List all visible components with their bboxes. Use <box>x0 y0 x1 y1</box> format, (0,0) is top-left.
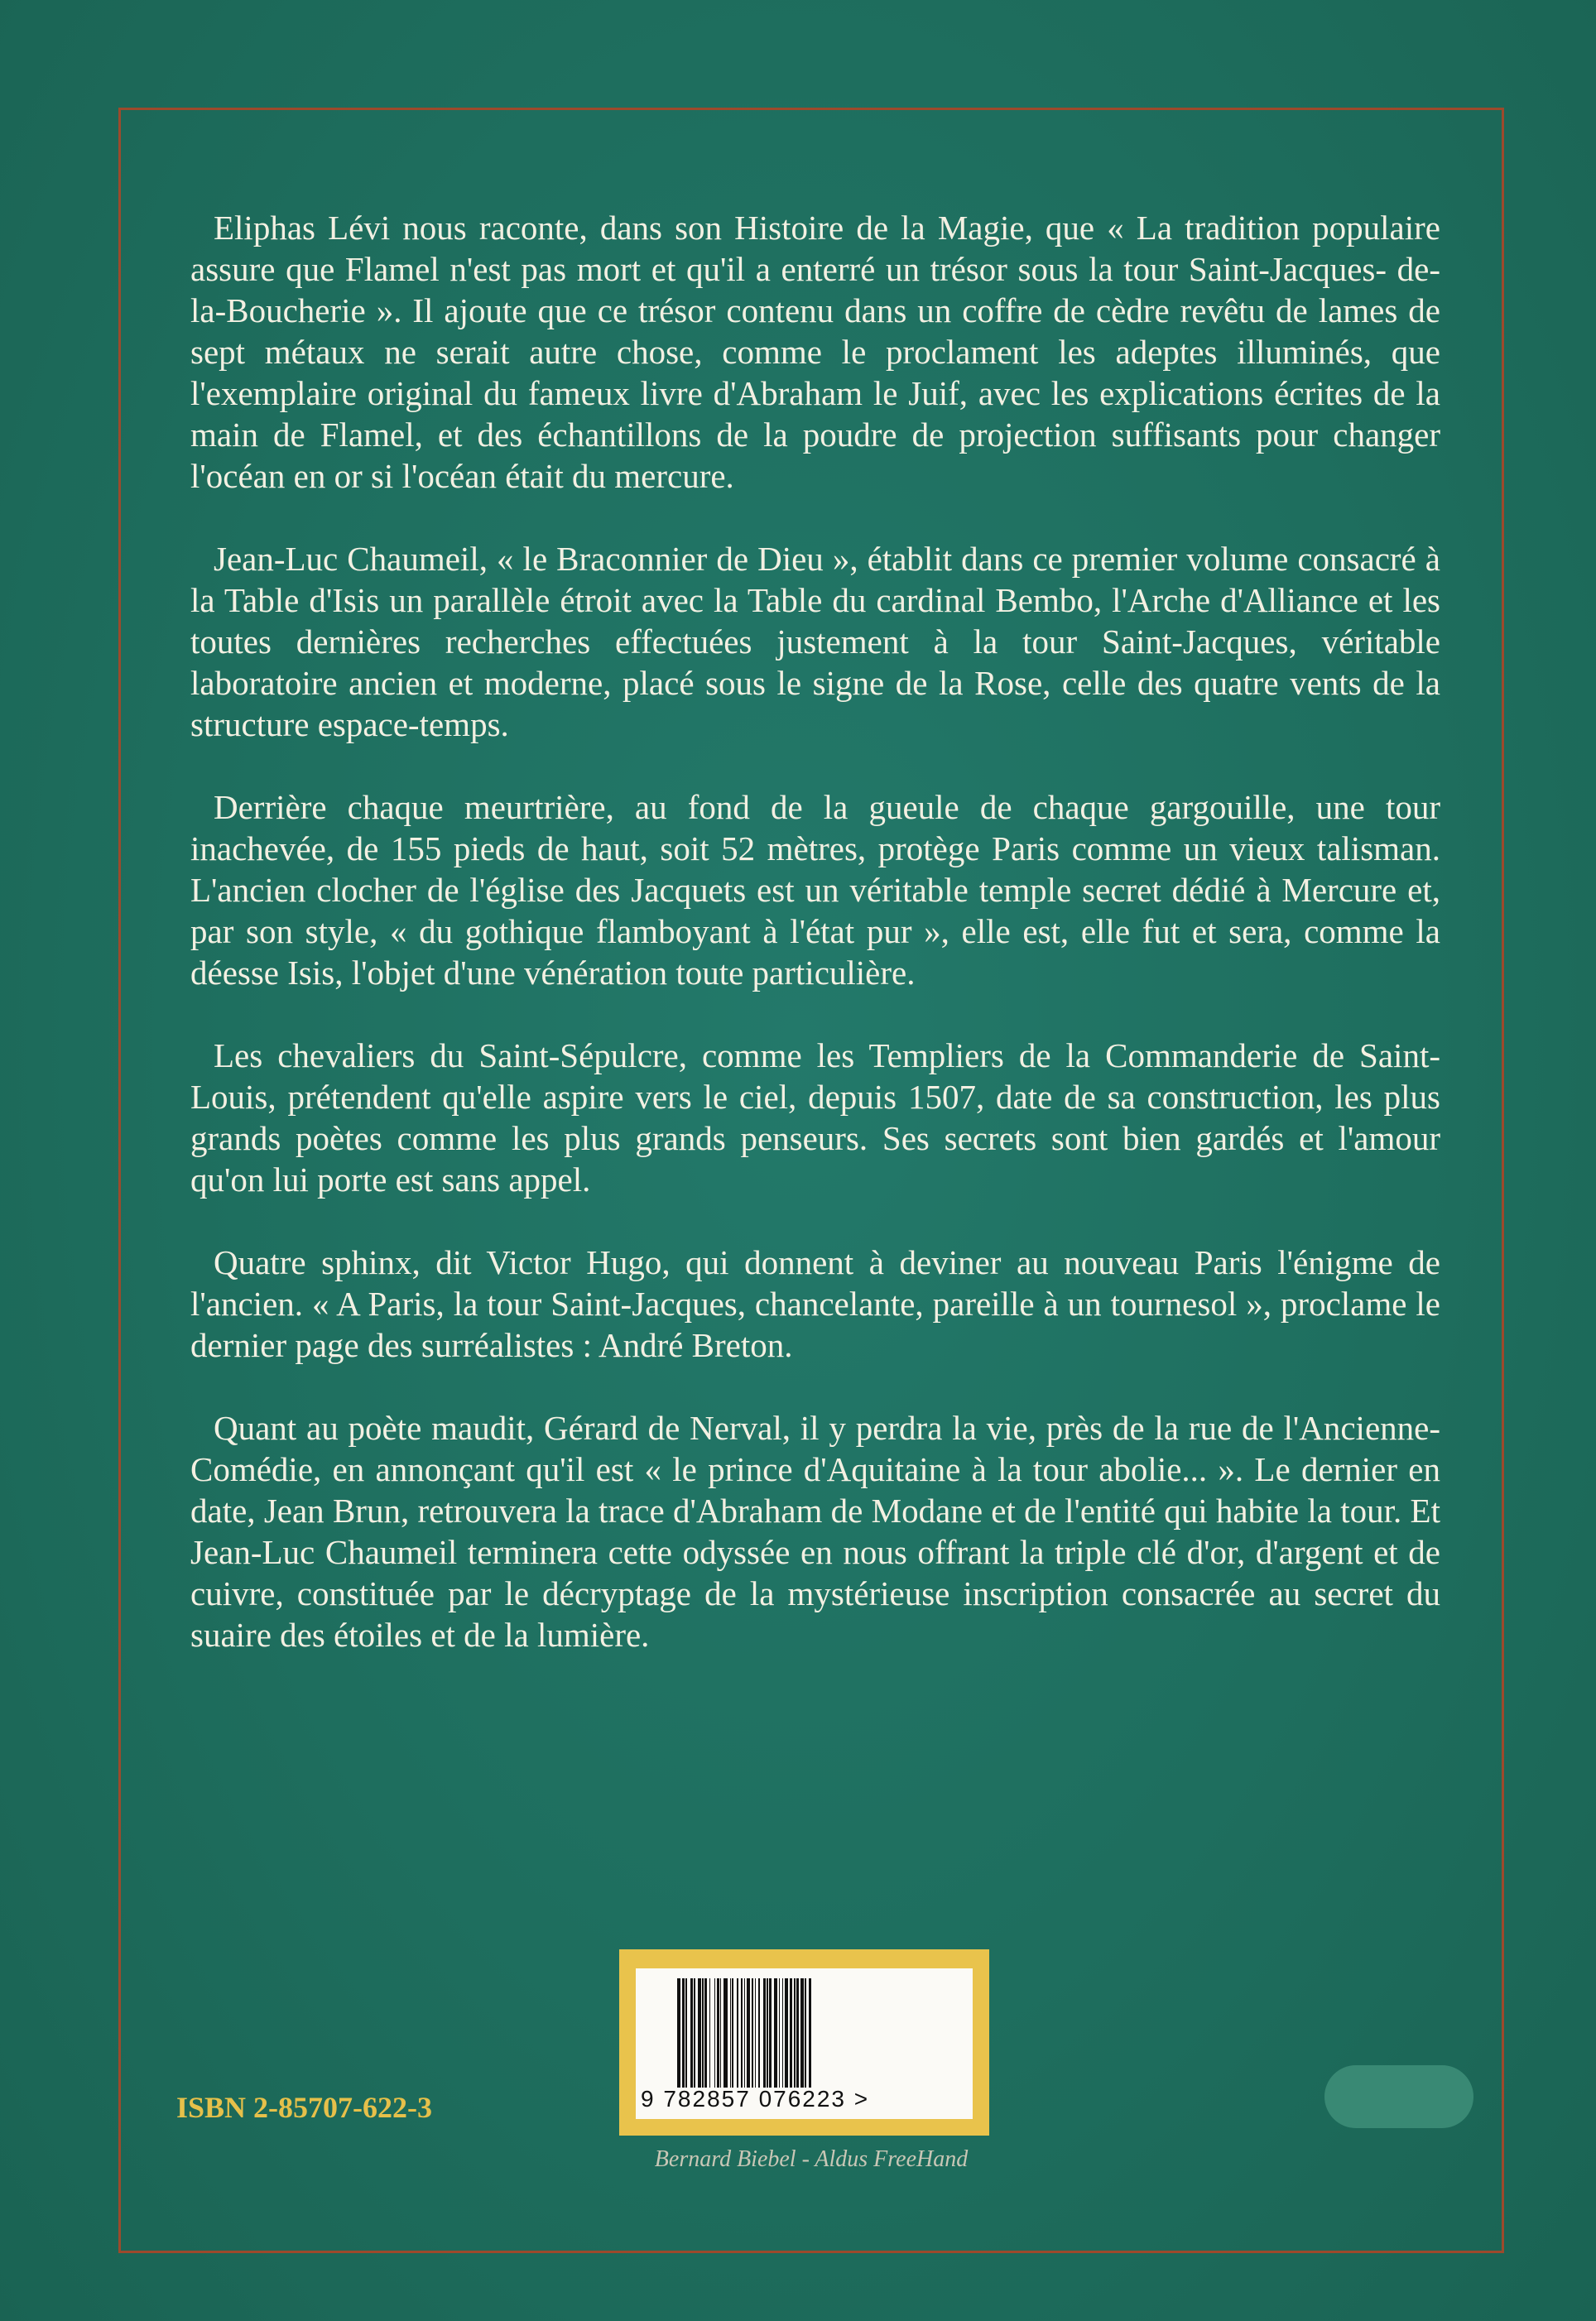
blurb-paragraph-5: Quatre sphinx, dit Victor Hugo, qui donnent à deviner au nouveau Paris l'énigme de l'ancien. « A Paris, la tour Saint-Jacques, chancelante, pareille à un tournesol », proclame le dernier page des surréalistes : André Breton. <box>190 1243 1440 1364</box>
blurb-paragraph-4: Les chevaliers du Saint-Sépulcre, comme les Templiers de la Commanderie de Saint-Louis, prétendent qu'elle aspire vers le ciel, depuis 1507, date de sa construction, les plus grands poètes comme les plus grands penseurs. Ses secrets sont bien gardés et l'amour qu'on lui porte est sans appel. <box>190 1036 1440 1199</box>
blurb-paragraph-2: Jean-Luc Chaumeil, « le Braconnier de Dieu », établit dans ce premier volume consacré à la Table d'Isis un parallèle étroit avec la Table du cardinal Bembo, l'Arche d'Alliance et les toutes dernières recherches effectuées justement à la tour Saint-Jacques, véritable laboratoire ancien et moderne, placé sous le signe de la Rose, celle des quatre vents de la structure espace-temps. <box>190 540 1440 743</box>
blurb-paragraph-6: Quant au poète maudit, Gérard de Nerval, il y perdra la vie, près de la rue de l'Ancienne-Comédie, en annonçant qu'il est « le prince d'Aquitaine à la tour abolie... ». Le dernier en date, Jean Brun, retrouvera la trace d'Abraham de Modane et de l'entité qui habite la tour. Et Jean-Luc Chaumeil terminera cette odyssée en nous offrant la triple clé d'or, d'argent et de cuivre, constituée par le décryptage de la mystérieuse inscription consacrée au secret du suaire des étoiles et de la lumière. <box>190 1409 1440 1654</box>
isbn-number: ISBN 2-85707-622-3 <box>176 2091 433 2124</box>
blurb <box>190 207 1440 1697</box>
design-credit: Bernard Biebel - Aldus FreeHand <box>654 2146 969 2172</box>
barcode-label <box>619 1949 989 2136</box>
barcode-icon <box>677 1978 925 2088</box>
blurb-paragraph-3: Derrière chaque meurtrière, au fond de la gueule de chaque gargouille, une tour inachevée, de 155 pieds de haut, soit 52 mètres, protège Paris comme un vieux talisman. L'ancien clocher de l'église des Jacquets est un véritable temple secret dédié à Mercure et, par son style, « du gothique flamboyant à l'état pur », elle est, elle fut et sera, comme la déesse Isis, l'objet d'une vénération toute particulière. <box>190 788 1440 992</box>
sticker-residue <box>1324 2065 1473 2128</box>
barcode-panel <box>636 1968 973 2119</box>
barcode-digits: 9 782857 076223 > <box>641 2086 870 2112</box>
barcode-bar <box>811 1978 812 2088</box>
blurb-paragraph-1: Eliphas Lévi nous raconte, dans son Histoire de la Magie, que « La tradition populaire assure que Flamel n'est pas mort et qu'il a enterré un trésor sous la tour Saint-Jacques- de-la-Boucherie ». Il ajoute que ce trésor contenu dans un coffre de cèdre revêtu de lames de sept métaux ne serait autre chose, comme le proclament les adeptes illuminés, que l'exemplaire original du fameux livre d'Abraham le Juif, avec les explications écrites de la main de Flamel, et des échantillons de la poudre de projection suffisants pour changer l'océan en or si l'océan était du mercure. <box>190 209 1440 495</box>
